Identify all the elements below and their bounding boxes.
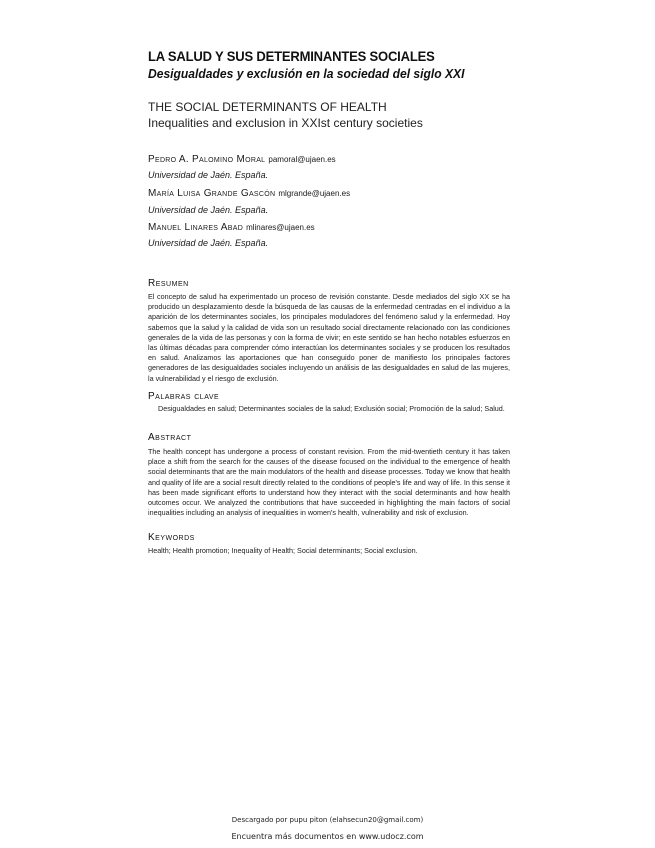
author-affiliation: Universidad de Jaén. España.: [148, 238, 269, 248]
english-subtitle: Inequalities and exclusion in XXIst century societies: [148, 116, 423, 130]
resumen-heading: Resumen: [148, 278, 189, 289]
author-affiliation: Universidad de Jaén. España.: [148, 205, 269, 215]
spanish-subtitle: Desigualdades y exclusión en la sociedad del siglo XXI: [148, 66, 465, 81]
palabras-clave-heading: Palabras clave: [148, 391, 220, 402]
author-name: Manuel Linares Abad: [148, 222, 244, 233]
download-credit: Descargado por pupu piton (elahsecun20@gmail.com): [231, 816, 424, 824]
resumen-text: El concepto de salud ha experimentado un proceso de revisión constante. Desde mediados del siglo XX se ha producido un desplazamiento desde la búsqueda de las causas de la enfermedad centradas en el individuo a la aparición de los determinantes sociales, los principales moduladores del fenómeno salud y la enfermedad. Hoy sabemos que la salud y la calidad de vida son un resultado social directamente relacionado con las condiciones generales de la vida de las personas y con la forma de vivir; en este sentido se han hecho notables esfuerzos en las últimas décadas para comprender cómo interactúan los determinantes sociales y se producen los resultados en salud. Analizamos las aportaciones que han conseguido poner de manifiesto los principales factores generadores de las desigualdades sociales incluyendo un análisis de las desigualdades en salud de las mujeres, la vulnerabilidad y el riesgo de exclusión.: [148, 292, 510, 383]
abstract-text: The health concept has undergone a process of constant revision. From the mid-twentieth century it has taken place a shift from the search for the causes of the disease focused on the individual to the emergence of health social determinants that are the main modulators of the health and disease processes. Today we know that health and quality of life are a social result directly related to the conditions of people's life and way of life. In this sense it has been made significant efforts to understand how they interact with the social determinants and how health outcomes occur. We analyzed the contributions that have succeeded in highlighting the main factors of social inequalities including an analysis of inequalities in women's health, vulnerability and risk of exclusion.: [148, 447, 510, 518]
more-documents-link[interactable]: Encuentra más documentos en www.udocz.com: [231, 832, 424, 841]
author-email[interactable]: mlgrande@ujaen.es: [278, 189, 351, 198]
author-email[interactable]: pamoral@ujaen.es: [268, 155, 336, 164]
author-1: [148, 154, 336, 165]
abstract-heading: Abstract: [148, 432, 192, 443]
author-2: [148, 188, 350, 199]
author-3: [148, 222, 315, 233]
author-affiliation: Universidad de Jaén. España.: [148, 170, 269, 180]
spanish-title: LA SALUD Y SUS DETERMINANTES SOCIALES: [148, 48, 435, 64]
author-name: Pedro A. Palomino Moral: [148, 154, 266, 165]
author-name: María Luisa Grande Gascón: [148, 188, 276, 199]
palabras-clave-text: Desigualdades en salud; Determinantes sociales de la salud; Exclusión social; Promoción de la salud; Salud.: [158, 404, 505, 413]
author-email[interactable]: mlinares@ujaen.es: [246, 223, 315, 232]
english-title: THE SOCIAL DETERMINANTS OF HEALTH: [148, 100, 387, 114]
keywords-heading: Keywords: [148, 532, 195, 543]
keywords-text: Health; Health promotion; Inequality of Health; Social determinants; Social exclusion.: [148, 546, 418, 555]
